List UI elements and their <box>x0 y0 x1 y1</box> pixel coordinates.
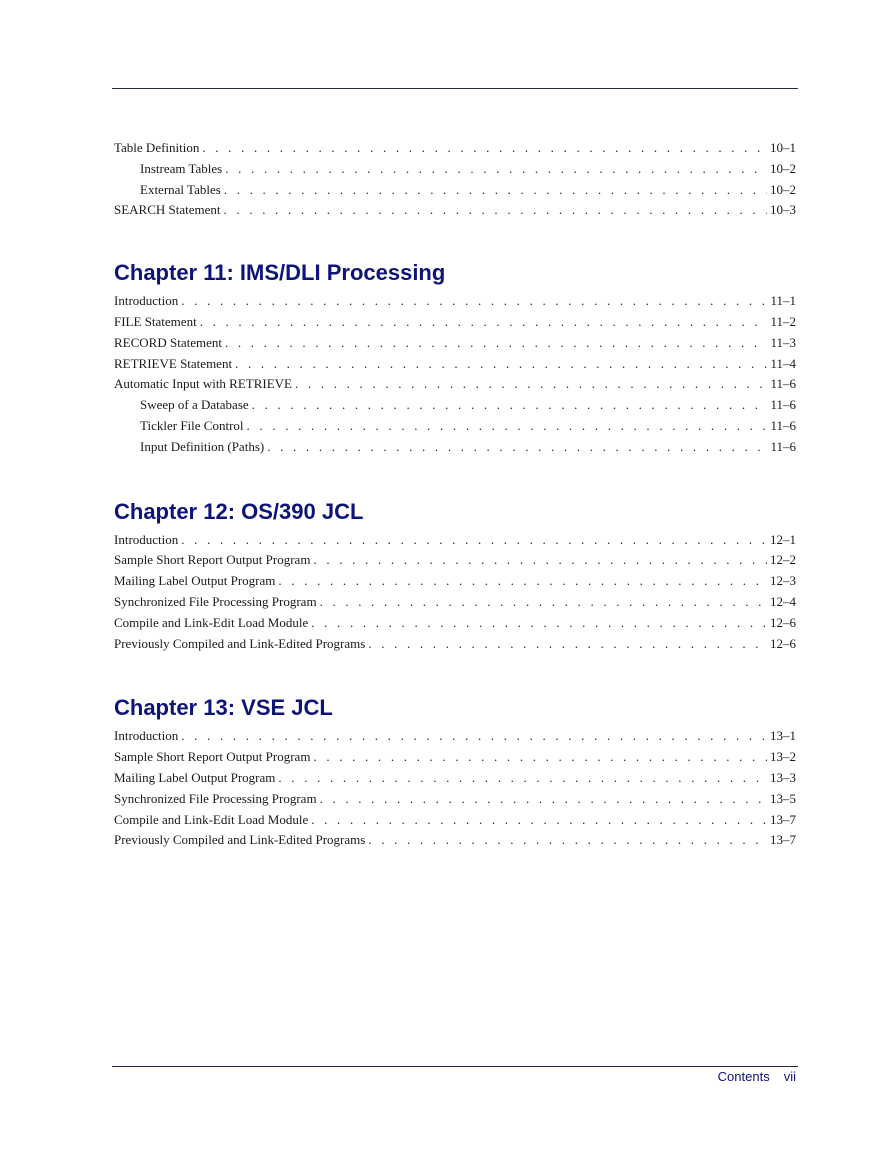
toc-entry[interactable] <box>114 312 796 333</box>
toc-entry[interactable] <box>114 768 796 789</box>
toc-dot-leader <box>311 613 767 634</box>
toc-dot-leader <box>311 810 767 831</box>
toc-entry-title: Introduction <box>114 728 179 744</box>
toc-entry-title: Instream Tables <box>140 160 223 176</box>
toc-dot-leader <box>202 138 767 159</box>
toc-entry-title: Compile and Link-Edit Load Module <box>114 614 309 630</box>
toc-entry[interactable] <box>114 634 796 655</box>
toc-dot-leader <box>295 374 767 395</box>
toc-entry-page: 11–6 <box>770 417 796 433</box>
toc-dot-leader <box>313 747 767 768</box>
toc-entry[interactable] <box>114 159 796 180</box>
toc-entry[interactable] <box>114 830 796 851</box>
toc-entry-title: Previously Compiled and Link-Edited Programs <box>114 832 366 848</box>
toc-dot-leader <box>368 830 767 851</box>
toc-entry-title: Previously Compiled and Link-Edited Programs <box>114 635 366 651</box>
chapter-heading[interactable]: Chapter 12: OS/390 JCL <box>114 498 364 524</box>
footer-page-number: vii <box>783 1069 796 1084</box>
toc-entry-title: Introduction <box>114 531 179 547</box>
toc-dot-leader <box>320 789 767 810</box>
toc-chapters <box>114 259 796 851</box>
toc-entry[interactable] <box>114 180 796 201</box>
toc-entry-title: Tickler File Control <box>140 417 244 433</box>
toc-dot-leader <box>368 634 767 655</box>
toc-dot-leader <box>247 416 768 437</box>
toc-entry[interactable] <box>114 592 796 613</box>
chapter-heading[interactable]: Chapter 11: IMS/DLI Processing <box>114 260 446 286</box>
toc-entry-page: 11–3 <box>770 334 796 350</box>
toc-section-chapter-10-continued <box>114 138 796 221</box>
footer-rule <box>112 1066 798 1067</box>
toc-entry-title: SEARCH Statement <box>114 202 221 218</box>
toc-entry-page: 10–3 <box>770 202 796 218</box>
toc-entry-title: Synchronized File Processing Program <box>114 593 317 609</box>
toc-entry[interactable] <box>114 354 796 375</box>
header-rule <box>112 88 798 89</box>
toc-content <box>114 138 796 851</box>
toc-dot-leader <box>235 354 767 375</box>
toc-dot-leader <box>181 726 767 747</box>
toc-dot-leader <box>181 530 767 551</box>
toc-entry[interactable] <box>114 530 796 551</box>
toc-entry[interactable] <box>114 810 796 831</box>
toc-dot-leader <box>320 592 767 613</box>
toc-entry[interactable] <box>114 395 796 416</box>
toc-entry-page: 13–7 <box>770 811 796 827</box>
toc-dot-leader <box>200 312 768 333</box>
toc-entry-page: 12–3 <box>770 573 796 589</box>
toc-entry-page: 11–2 <box>770 313 796 329</box>
toc-entry-page: 12–4 <box>770 593 796 609</box>
toc-entry[interactable] <box>114 333 796 354</box>
toc-entry-title: Introduction <box>114 293 179 309</box>
toc-entry-page: 13–7 <box>770 832 796 848</box>
toc-entry-title: Input Definition (Paths) <box>140 438 265 454</box>
toc-entry-page: 11–6 <box>770 438 796 454</box>
toc-dot-leader <box>313 550 767 571</box>
toc-entry[interactable] <box>114 550 796 571</box>
toc-entry[interactable] <box>114 726 796 747</box>
chapter-heading[interactable]: Chapter 13: VSE JCL <box>114 695 333 721</box>
toc-entry-title: Synchronized File Processing Program <box>114 790 317 806</box>
toc-entry-title: RETRIEVE Statement <box>114 355 233 371</box>
toc-entry-title: Sweep of a Database <box>140 397 249 413</box>
toc-entry-page: 11–6 <box>770 397 796 413</box>
toc-entry-page: 12–6 <box>770 635 796 651</box>
toc-entry-title: FILE Statement <box>114 313 197 329</box>
toc-entry-title: External Tables <box>140 181 221 197</box>
toc-entry[interactable] <box>114 613 796 634</box>
toc-chapter <box>114 694 796 851</box>
toc-entry[interactable] <box>114 571 796 592</box>
toc-entry-page: 10–1 <box>770 140 796 155</box>
toc-dot-leader <box>278 571 767 592</box>
toc-entry-page: 12–1 <box>770 531 796 547</box>
toc-entry[interactable] <box>114 200 796 221</box>
toc-entry-title: Sample Short Report Output Program <box>114 749 311 765</box>
toc-entry-title: Table Definition <box>114 140 200 155</box>
toc-dot-leader <box>267 437 767 458</box>
toc-chapter <box>114 259 796 457</box>
toc-entry-page: 13–2 <box>770 749 796 765</box>
toc-dot-leader <box>252 395 768 416</box>
toc-entry-title: Automatic Input with RETRIEVE <box>114 376 293 392</box>
toc-entry-title: RECORD Statement <box>114 334 222 350</box>
toc-dot-leader <box>181 291 767 312</box>
toc-entry-page: 13–1 <box>770 728 796 744</box>
toc-entry-page: 12–6 <box>770 614 796 630</box>
toc-entry[interactable] <box>114 747 796 768</box>
toc-entry-page: 13–3 <box>770 769 796 785</box>
toc-entry[interactable] <box>114 138 796 159</box>
toc-entry-title: Mailing Label Output Program <box>114 573 276 589</box>
toc-entry-page: 11–4 <box>770 355 796 371</box>
toc-entry[interactable] <box>114 416 796 437</box>
toc-entry-title: Sample Short Report Output Program <box>114 552 311 568</box>
toc-dot-leader <box>225 159 767 180</box>
toc-entry-title: Mailing Label Output Program <box>114 769 276 785</box>
toc-entry[interactable] <box>114 374 796 395</box>
toc-entry-title: Compile and Link-Edit Load Module <box>114 811 309 827</box>
toc-entry-page: 12–2 <box>770 552 796 568</box>
toc-entry-page: 10–2 <box>770 181 796 197</box>
footer-section-label: Contents <box>717 1069 770 1084</box>
toc-entry[interactable] <box>114 437 796 458</box>
toc-entry-page: 10–2 <box>770 160 796 176</box>
toc-dot-leader <box>224 200 767 221</box>
toc-dot-leader <box>225 333 768 354</box>
toc-entry-page: 11–6 <box>770 376 796 392</box>
toc-chapter <box>114 498 796 655</box>
toc-entry[interactable] <box>114 291 796 312</box>
toc-entry-page: 11–1 <box>770 293 796 309</box>
toc-dot-leader <box>224 180 767 201</box>
toc-entry-page: 13–5 <box>770 790 796 806</box>
toc-entry[interactable] <box>114 789 796 810</box>
toc-dot-leader <box>278 768 767 789</box>
page-footer <box>718 1069 796 1084</box>
